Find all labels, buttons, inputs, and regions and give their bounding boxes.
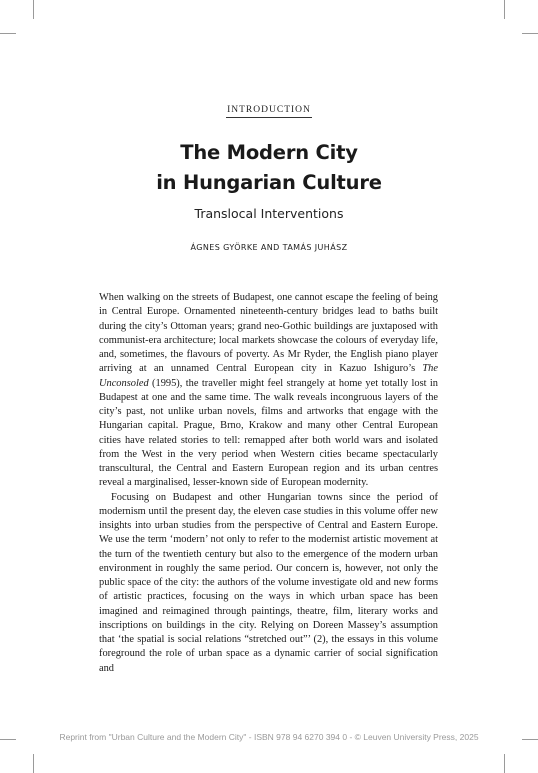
crop-mark-left-top bbox=[0, 33, 16, 34]
page-title-line-2: in Hungarian Culture bbox=[156, 171, 382, 194]
crop-mark-right-top bbox=[522, 33, 538, 34]
crop-mark-bottom-right bbox=[504, 754, 505, 773]
book-title-italic: The Unconsoled bbox=[99, 363, 438, 389]
crop-mark-top-right bbox=[504, 0, 505, 19]
crop-mark-bottom-left bbox=[33, 754, 34, 773]
section-label-text: INTRODUCTION bbox=[226, 105, 312, 118]
paragraph-1-part-1: When walking on the streets of Budapest, one cannot escape the feeling of being in Central Europe. Ornamented nineteenth-century bridges lead to baths built during the city’s Ottoman years; grand neo-Gothic buildings are juxtaposed with communist-era architecture; local markets showcase the colours of everyday life, and, sometimes, the flavours of poverty. As Mr Ryder, the English piano player arriving at an unnamed Central European city in Kazuo Ishiguro’s bbox=[99, 292, 438, 375]
page-subtitle: Translocal Interventions bbox=[194, 206, 344, 221]
paragraph-1-part-2: (1995), the traveller might feel strangely at home yet totally lost in Budapest at one and the same time. The walk reveals incongruous layers of the city’s past, not unlike urban novels, films and artworks that engage with the Hungarian capital. Prague, Brno, Krakow and many other Central European cities have related stories to tell: remapped after both world wars and isolated from the West in the very period when Western cities became spectacularly transcultural, the Central and Eastern European region and its urban centres reveal a marginalised, lesser-known side of European modernity. bbox=[99, 377, 438, 489]
reprint-footer: Reprint from "Urban Culture and the Modern City" - ISBN 978 94 6270 394 0 - © Leuven University Press, 2025 bbox=[59, 732, 479, 742]
page-title-line-1: The Modern City bbox=[180, 141, 358, 164]
page-title bbox=[0, 138, 538, 198]
body-text bbox=[99, 291, 438, 676]
section-label bbox=[0, 105, 538, 118]
crop-mark-top-left bbox=[33, 0, 34, 19]
paragraph-2: Focusing on Budapest and other Hungarian towns since the period of modernism until the present day, the eleven case studies in this volume offer new insights into urban studies from the perspective of Central and Eastern Europe. We use the term ‘modern’ not only to refer to the modernist artistic movement at the turn of the twentieth century but also to the emergence of the modern urban environment in roughly the same period. Our concern is, however, not only the public space of the city: the authors of the volume investigate old and new forms of artistic practices, focusing on the ways in which urban space has been imagined and reimagined through paintings, theatre, film, literary works and inscriptions on buildings in the city. Relying on Doreen Massey’s assumption that ‘the spatial is social relations “stretched out”’ (2), the essays in this volume foreground the role of urban space as a dynamic carrier of social signification and bbox=[99, 491, 438, 674]
authors-byline: ÁGNES GYÖRKE AND TAMÁS JUHÁSZ bbox=[190, 243, 348, 252]
paragraph-1 bbox=[99, 291, 438, 491]
